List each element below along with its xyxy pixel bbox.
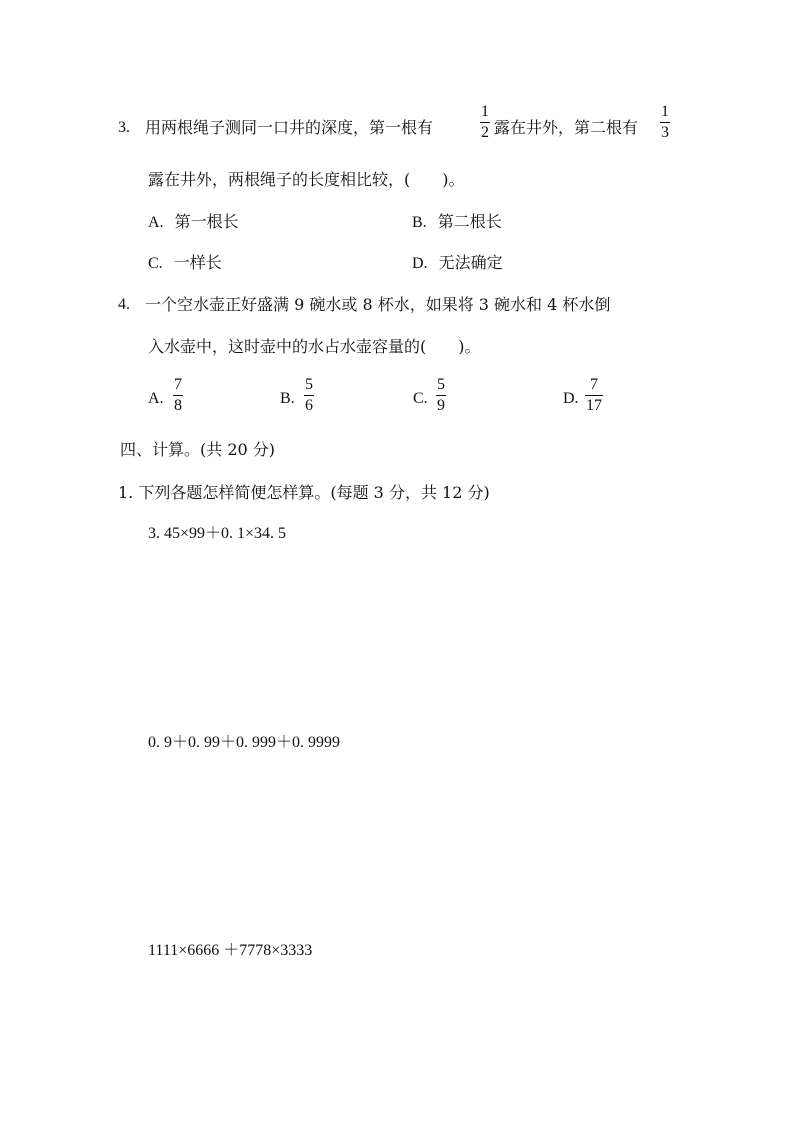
option-d-fraction — [585, 376, 603, 415]
fraction-one-half — [480, 103, 490, 142]
fraction-numerator: 7 — [174, 376, 182, 393]
question-number: 3. — [118, 119, 130, 136]
option-a-label: A. — [148, 390, 164, 407]
option-text: 无法确定 — [438, 253, 503, 272]
fraction-bar — [304, 395, 314, 396]
option-b-label: B. — [280, 390, 295, 407]
option-label: A. — [148, 214, 164, 231]
option-text: 第一根长 — [174, 212, 239, 231]
question-text-line1b: 露在井外，第二根有 — [494, 118, 639, 137]
calc-problem-1: 3. 45×99＋0. 1×34. 5 — [148, 525, 287, 542]
option-c-fraction — [436, 376, 446, 415]
fraction-denominator: 2 — [481, 124, 489, 141]
fraction-bar — [173, 395, 183, 396]
fraction-denominator: 17 — [586, 397, 602, 414]
option-c — [148, 253, 222, 274]
fraction-bar — [480, 122, 490, 123]
option-label: C. — [148, 255, 163, 272]
option-label: B. — [412, 214, 427, 231]
fraction-numerator: 5 — [437, 376, 445, 393]
option-text: 一样长 — [173, 253, 222, 272]
option-d — [412, 253, 503, 274]
option-a — [148, 212, 239, 233]
calc-problem-3: 1111×6666 ＋7778×3333 — [148, 942, 313, 959]
option-b-fraction — [304, 376, 314, 415]
question-text-line1a: 用两根绳子测同一口井的深度，第一根有 — [145, 118, 434, 137]
fraction-numerator: 1 — [661, 103, 669, 120]
subsection-instruction: 1. 下列各题怎样简便怎样算。(每题 3 分，共 12 分) — [118, 483, 490, 502]
option-text: 第二根长 — [437, 212, 502, 231]
question-text-line2: 入水壶中，这时壶中的水占水壶容量的( )。 — [148, 337, 481, 356]
option-a-fraction — [173, 376, 183, 415]
fraction-denominator: 9 — [437, 397, 445, 414]
question-text-line1: 一个空水壶正好盛满 9 碗水或 8 杯水，如果将 3 碗水和 4 杯水倒 — [145, 295, 611, 314]
fraction-bar — [585, 395, 603, 396]
fraction-denominator: 6 — [305, 397, 313, 414]
fraction-numerator: 5 — [305, 376, 313, 393]
fraction-bar — [436, 395, 446, 396]
calc-problem-2: 0. 9＋0. 99＋0. 999＋0. 9999 — [148, 734, 341, 751]
option-label: D. — [412, 255, 428, 272]
option-d-label: D. — [563, 390, 579, 407]
option-c-label: C. — [413, 390, 428, 407]
fraction-denominator: 3 — [661, 124, 669, 141]
fraction-bar — [660, 122, 670, 123]
question-number: 4. — [118, 296, 130, 313]
fraction-numerator: 1 — [481, 103, 489, 120]
section-title: 四、计算。(共 20 分) — [120, 440, 276, 459]
fraction-numerator: 7 — [590, 376, 598, 393]
question-text-line2: 露在井外，两根绳子的长度相比较，( )。 — [148, 170, 465, 189]
fraction-denominator: 8 — [174, 397, 182, 414]
option-b — [412, 212, 502, 233]
fraction-one-third — [660, 103, 670, 142]
